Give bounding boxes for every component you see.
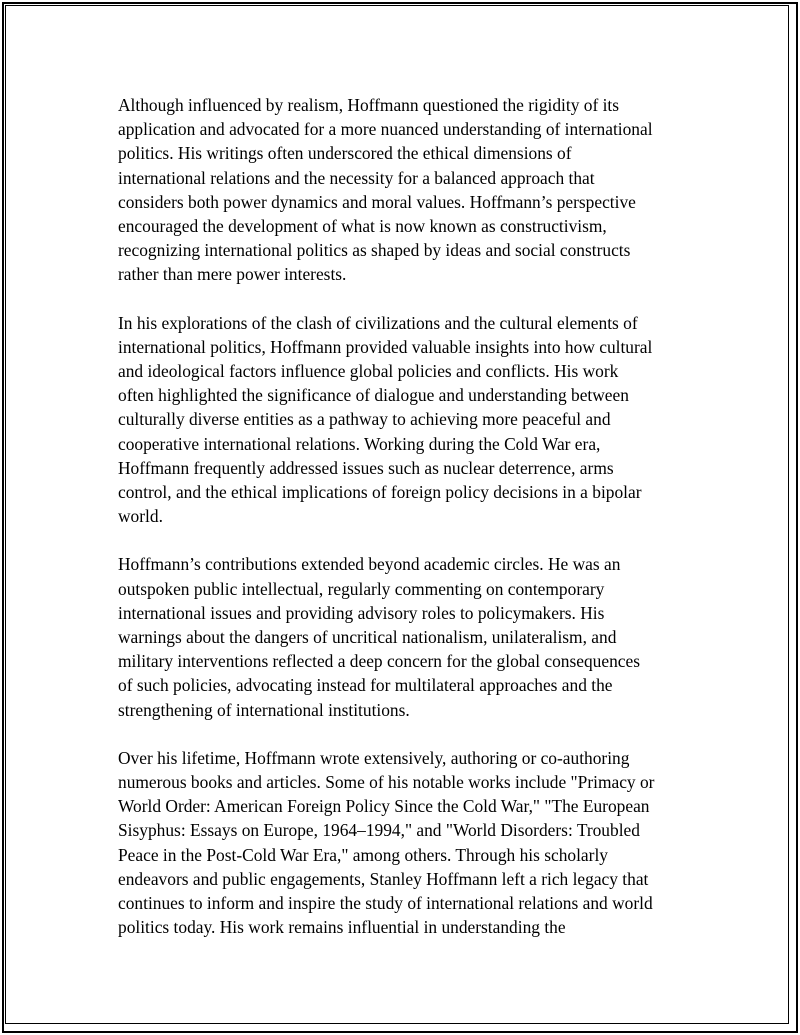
text-line: politics today. His work remains influential in understanding the (118, 917, 566, 938)
text-line: encouraged the development of what is now known as constructivism, (118, 216, 607, 237)
text-line: control, and the ethical implications of foreign policy decisions in a bipolar (118, 482, 642, 503)
text-line: international politics, Hoffmann provided valuable insights into how cultural (118, 336, 653, 357)
text-line: In his explorations of the clash of civilizations and the cultural elements of (118, 312, 638, 333)
text-line: application and advocated for a more nuanced understanding of international (118, 119, 653, 140)
text-line: World Order: American Foreign Policy Since the Cold War," "The European (118, 796, 650, 817)
paragraph-works (118, 746, 696, 940)
text-line: continues to inform and inspire the study of international relations and world (118, 893, 653, 914)
text-line: Hoffmann’s contributions extended beyond academic circles. He was an (118, 554, 621, 575)
text-line: recognizing international politics as shaped by ideas and social constructs (118, 240, 631, 261)
paragraph-public-intellectual (118, 552, 696, 721)
paragraph-realism (118, 93, 696, 287)
text-line: Hoffmann frequently addressed issues such as nuclear deterrence, arms (118, 457, 614, 478)
text-line: international issues and providing advisory roles to policymakers. His (118, 602, 605, 623)
text-line: Although influenced by realism, Hoffmann questioned the rigidity of its (118, 95, 620, 115)
text-line: numerous books and articles. Some of his notable works include "Primacy or (118, 772, 655, 793)
text-line: world. (118, 506, 163, 527)
text-line: Peace in the Post-Cold War Era," among others. Through his scholarly (118, 844, 608, 865)
text-line: of such policies, advocating instead for multilateral approaches and the (118, 675, 613, 696)
text-line: politics. His writings often underscored the ethical dimensions of (118, 143, 572, 164)
text-line: considers both power dynamics and moral values. Hoffmann’s perspective (118, 191, 636, 212)
text-line: military interventions reflected a deep concern for the global consequences (118, 651, 640, 672)
text-line: outspoken public intellectual, regularly commenting on contemporary (118, 578, 605, 599)
text-line: culturally diverse entities as a pathway to achieving more peaceful and (118, 409, 611, 430)
text-line: and ideological factors influence global policies and conflicts. His work (118, 361, 619, 382)
document-body (118, 93, 696, 964)
text-line: Sisyphus: Essays on Europe, 1964–1994," and "World Disorders: Troubled (118, 820, 640, 841)
text-line: rather than mere power interests. (118, 264, 347, 285)
text-line: Over his lifetime, Hoffmann wrote extensively, authoring or co-authoring (118, 747, 630, 768)
text-line: endeavors and public engagements, Stanley Hoffmann left a rich legacy that (118, 868, 649, 889)
paragraph-civilizations (118, 311, 696, 529)
text-line: strengthening of international institutions. (118, 699, 410, 720)
text-line: cooperative international relations. Working during the Cold War era, (118, 433, 601, 454)
text-line: often highlighted the significance of dialogue and understanding between (118, 385, 629, 406)
text-line: warnings about the dangers of uncritical nationalism, unilateralism, and (118, 627, 617, 648)
text-line: international relations and the necessity for a balanced approach that (118, 167, 595, 188)
